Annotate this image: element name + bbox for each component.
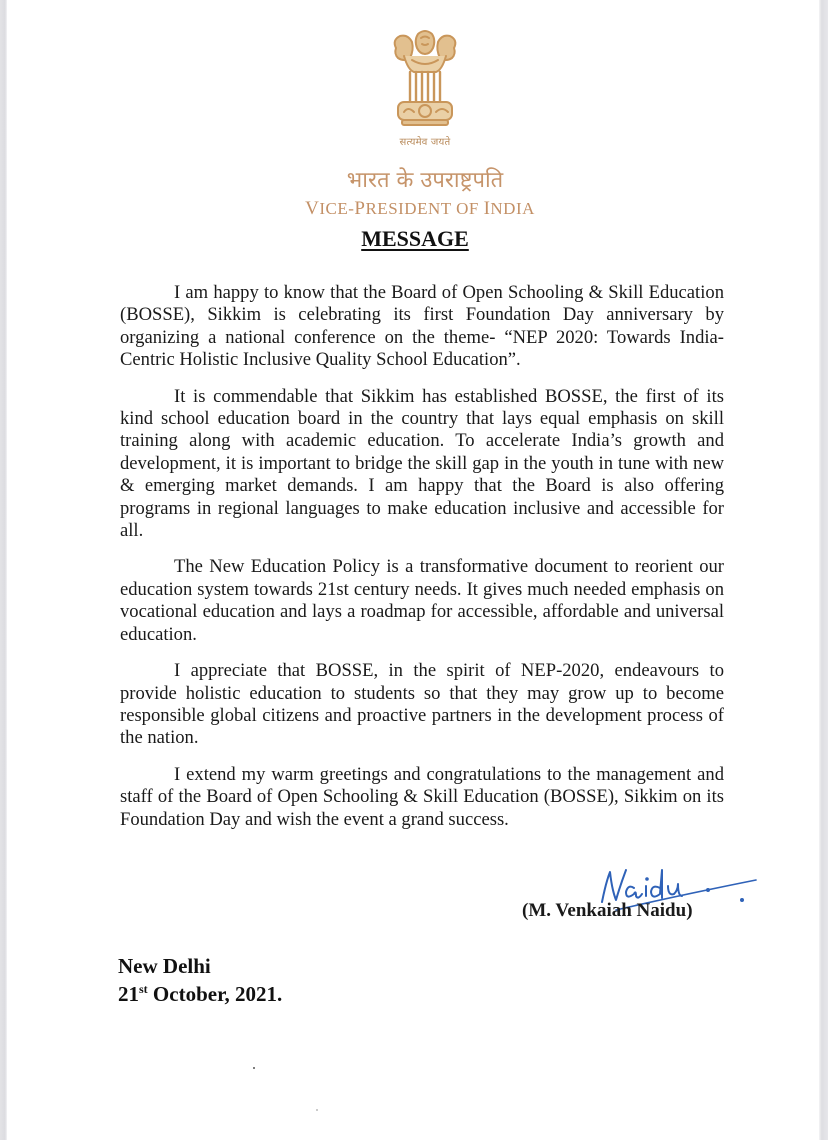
date-rest: October, 2021. — [147, 982, 283, 1006]
title-letter: P — [354, 198, 366, 219]
page-edge-right — [819, 0, 828, 1140]
date-day: 21 — [118, 982, 139, 1006]
scan-speck — [253, 1067, 255, 1069]
date — [118, 980, 282, 1008]
page-edge-left — [0, 0, 7, 1140]
title-english — [270, 198, 570, 220]
message-heading: MESSAGE — [361, 226, 469, 251]
message-body — [120, 282, 724, 845]
signatory-name: (M. Venkaiah Naidu) — [522, 900, 693, 921]
paragraph: I appreciate that BOSSE, in the spirit of NEP-2020, endeavours to provide holistic education to students so that they may grow up to become responsible global citizens and proactive partners in the development process of the nation. — [120, 660, 724, 749]
place: New Delhi — [118, 954, 211, 978]
title-hindi: भारत के उपराष्ट्रपति — [346, 168, 504, 193]
title-part: ICE- — [319, 199, 355, 218]
title-part: NDIA — [490, 199, 535, 218]
title-letter: I — [483, 198, 491, 219]
paragraph: The New Education Policy is a transformative document to reorient our education system towards 21st century needs. It gives much needed emphasis on vocational education and lays a roadmap for accessible, affordable and universal education. — [120, 556, 724, 645]
paragraph: I am happy to know that the Board of Open Schooling & Skill Education (BOSSE), Sikkim is celebrating its first Foundation Day anniversary by organizing a national conference on the theme- “NEP 2020: Towards India-Centric Holistic Inclusive Quality School Education”. — [120, 282, 724, 371]
date-suffix: st — [139, 982, 148, 996]
emblem-motto: सत्यमेव जयते — [399, 137, 451, 148]
place-and-date — [118, 952, 282, 1008]
title-part: RESIDENT OF — [365, 199, 484, 218]
paragraph: I extend my warm greetings and congratulations to the management and staff of the Board of Open Schooling & Skill Education (BOSSE), Sikkim on its Foundation Day and wish the event a grand success. — [120, 763, 724, 830]
national-emblem-icon — [386, 26, 464, 132]
scan-speck — [316, 1109, 318, 1111]
paragraph: It is commendable that Sikkim has established BOSSE, the first of its kind school education board in the country that lays equal emphasis on skill training along with academic education. To accelerate India’s growth and development, it is important to bridge the skill gap in the youth in tune with new & emerging market demands. I am happy that the Board is also offering programs in regional languages to make education inclusive and accessible for all. — [120, 385, 724, 542]
title-letter: V — [305, 198, 320, 219]
